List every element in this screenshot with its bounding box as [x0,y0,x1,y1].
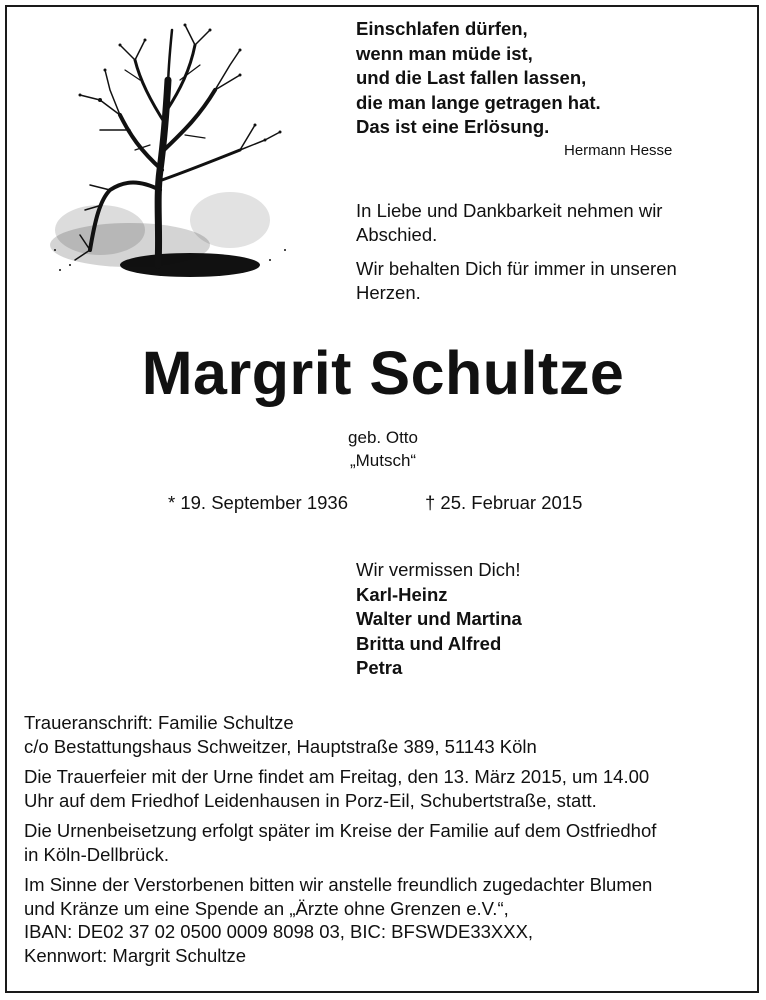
poem-line: Einschlafen dürfen, [356,18,528,39]
info-line: Die Trauerfeier mit der Urne findet am Freitag, den 13. März 2015, um 14.00 [24,766,650,787]
info-line: Uhr auf dem Friedhof Leidenhausen in Porz-Eil, Schubertstraße, statt. [24,789,597,811]
info-line: Traueranschrift: Familie Schultze [24,712,294,733]
poem-line: die man lange getragen hat. [356,91,601,113]
poem-author: Hermann Hesse [564,142,673,159]
poem-line: Das ist eine Erlösung. [356,116,550,137]
tree-illustration [40,20,295,305]
info-line: c/o Bestattungshaus Schweitzer, Hauptstraße 389, 51143 Köln [24,735,537,757]
maiden-name-block [0,426,766,472]
farewell-line: In Liebe und Dankbarkeit nehmen wir [356,200,663,221]
farewell-line: Wir behalten Dich für immer in unseren [356,258,677,279]
mourner-name: Petra [356,657,403,678]
farewell-text [356,199,736,315]
info-line: IBAN: DE02 37 02 0500 0009 8098 03, BIC: BFSWDE33XXX, [24,921,534,942]
farewell-line: Abschied. [356,224,438,245]
death-date: † 25. Februar 2015 [425,492,583,513]
poem-line: wenn man müde ist, [356,42,533,64]
mourners-intro: Wir vermissen Dich! [356,559,521,580]
mourning-address [24,711,744,758]
mourner-name: Karl-Heinz [356,583,448,605]
poem-line: und die Last fallen lassen, [356,67,587,88]
mourners [356,558,522,681]
ceremony-info [24,765,744,812]
info-line: und Kränze um eine Spende an „Ärzte ohne Grenzen e.V.“, [24,897,509,919]
birth-date: * 19. September 1936 [168,492,348,513]
maiden-name: geb. Otto [348,428,418,447]
info-line: in Köln-Dellbrück. [24,843,169,865]
info-line: Kennwort: Margrit Schultze [24,944,247,966]
info-line: Im Sinne der Verstorbenen bitten wir anstelle freundlich zugedachter Blumen [24,874,653,895]
mourner-name: Britta und Alfred [356,632,502,654]
funeral-info [24,711,744,974]
poem [356,17,716,140]
deceased-name: Margrit Schultze [141,339,625,407]
nickname: „Mutsch“ [349,451,417,470]
mourner-name: Walter und Martina [356,608,522,629]
burial-info [24,819,744,866]
farewell-line: Herzen. [356,282,421,303]
info-line: Die Urnenbeisetzung erfolgt später im Kreise der Familie auf dem Ostfriedhof [24,820,657,841]
donation-info [24,873,744,967]
